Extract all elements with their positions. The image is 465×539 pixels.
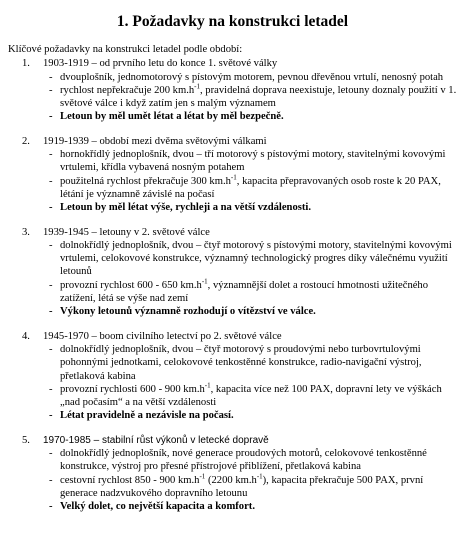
list-item [49, 343, 457, 383]
section-title: 1970-1985 – stabilní růst výkonů v letecké dopravě [43, 434, 269, 446]
item-text: , pravidelná doprava neexistuje, letouny doznaly použití v 1. světové válce i když zatím jen s malým významem [60, 84, 457, 110]
bullet-marker: - [49, 149, 53, 161]
bullet-marker: - [49, 410, 53, 422]
page-title: 1. Požadavky na konstrukci letadel [116, 13, 349, 30]
item-text: dolnokřídlý jednoplošník, dvou – čtyř motorový s pístovými motory, stavitelnými kovovými vrtulemi, celokovové konstrukce, významný technologický progres díky válečnému využití letounů [60, 239, 452, 278]
section-number: 3. [22, 226, 30, 238]
section-heading [22, 57, 457, 70]
section-heading [22, 330, 457, 343]
superscript: -1 [194, 82, 200, 91]
superscript: -1 [204, 381, 211, 390]
list-item [49, 71, 457, 84]
item-text: Letoun by měl létat výše, rychleji a na větší vzdálenosti. [60, 202, 311, 214]
bullet-marker: - [49, 175, 53, 187]
list-item [49, 173, 457, 202]
list-item [49, 239, 457, 279]
superscript: -1 [199, 472, 206, 481]
section-title: 1939-1945 – letouny v 2. světové válce [43, 226, 210, 238]
item-text: provozní rychlost 600 - 650 km.h [60, 279, 202, 291]
bullet-marker: - [49, 343, 53, 355]
bullet-marker: - [49, 383, 53, 395]
list-item [49, 447, 457, 474]
item-text: ), kapacita překračuje 500 PAX, první generace nadzvukového dopravního letounu [60, 474, 424, 499]
bullet-marker: - [49, 111, 53, 123]
list-item [49, 305, 457, 318]
section-5 [8, 434, 457, 514]
list-item [49, 148, 457, 175]
item-text: Létat pravidelně a nezávisle na počasí. [60, 410, 234, 422]
item-text: , kapacita více než 100 PAX, dopravní lety ve výškách „nad počasím“ a na větší vzdálenosti [60, 383, 442, 409]
section-1 [8, 57, 457, 123]
item-text: hornokřídlý jednoplošník, dvou – tří motorový s pístovými motory, stavitelnými kovovými vrtulemi, křídla vybavená nosným potahem [60, 149, 446, 174]
section-number: 1. [22, 58, 30, 70]
item-text: provozní rychlosti 600 - 900 km.h [60, 383, 205, 395]
item-text: Velký dolet, co největší kapacita a komfort. [60, 501, 255, 513]
list-item [49, 409, 457, 422]
section-3 [8, 226, 457, 319]
item-text: Letoun by měl umět létat a létat by měl bezpečně. [60, 111, 284, 123]
bullet-marker: - [49, 71, 53, 83]
list-item [49, 82, 457, 111]
item-text: rychlost nepřekračuje 200 km.h [60, 84, 195, 96]
section-4 [8, 330, 457, 423]
bullet-list [8, 343, 457, 423]
item-text: , významnější dolet a rostoucí hmotnosti užitečného zatížení, létá se výše nad zemí [60, 279, 429, 305]
item-text: , kapacita přepravovaných osob roste k 20 PAX, létání je významně závislé na počasí [60, 175, 441, 200]
bullet-marker: - [49, 239, 53, 251]
bullet-marker: - [49, 279, 53, 291]
section-title: 1903-1919 – od prvního letu do konce 1. světové války [43, 58, 278, 70]
section-title: 1945-1970 – boom civilního letectví po 2. světové válce [43, 330, 282, 342]
bullet-marker: - [49, 448, 53, 460]
bullet-list [8, 239, 457, 319]
section-2 [8, 135, 457, 215]
item-text: (2200 km.h [205, 474, 257, 486]
section-number: 4. [22, 330, 30, 342]
item-text: dolnokřídlý jednoplošník, dvou – čtyř motorový s proudovými nebo turbovrtulovými pohonnými jednotkami, celokovové tenkostěnné konstrukce, radio-navigační výstroj, přetlaková kabina [60, 343, 422, 382]
list-item [49, 472, 457, 501]
item-text: dvouplošník, jednomotorový s pístovým motorem, pevnou dřevěnou vrtulí, nenosný potah [60, 71, 444, 83]
bullet-marker: - [49, 202, 53, 214]
item-text: použitelná rychlost překračuje 300 km.h [60, 175, 231, 187]
bullet-marker: - [49, 474, 53, 486]
section-heading [22, 226, 457, 239]
intro-text: Klíčové požadavky na konstrukci letadel podle období: [8, 44, 243, 55]
superscript: -1 [201, 277, 208, 286]
bullet-marker: - [49, 84, 53, 96]
section-heading [22, 135, 457, 148]
section-title: 1919-1939 – období mezi dvěma světovými válkami [43, 135, 267, 147]
section-heading [22, 434, 457, 447]
bullet-list [8, 447, 457, 513]
list-item [49, 381, 457, 410]
item-text: Výkony letounů významně rozhodují o vítězství ve válce. [60, 306, 316, 318]
list-item [49, 500, 457, 513]
list-item [49, 110, 457, 123]
superscript: -1 [256, 472, 263, 481]
bullet-list [8, 148, 457, 214]
item-text: dolnokřídlý jednoplošník, nové generace proudových motorů, celokovové tenkostěnné konstrukce, výstroj pro přesné přístrojové přiblížení, přetlaková kabina [60, 448, 427, 473]
bullet-marker: - [49, 501, 53, 513]
superscript: -1 [230, 173, 237, 182]
list-item [49, 277, 457, 306]
section-number: 2. [22, 135, 30, 147]
item-text: cestovní rychlost 850 - 900 km.h [60, 474, 200, 486]
bullet-marker: - [49, 306, 53, 318]
section-number: 5. [22, 434, 30, 446]
list-item [49, 201, 457, 214]
bullet-list [8, 71, 457, 124]
